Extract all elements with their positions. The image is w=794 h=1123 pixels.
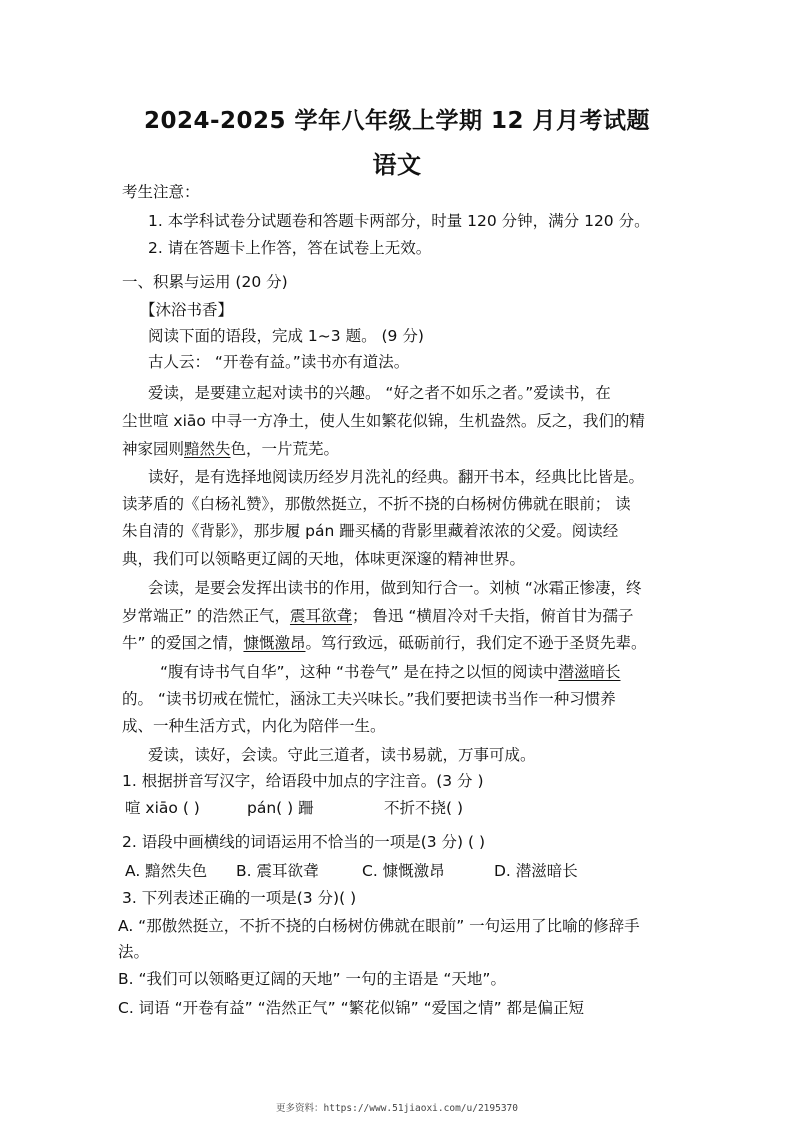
notice-heading: 考生注意： [122, 183, 200, 201]
passage-line [122, 439, 339, 459]
notice-item-2: 2. 请在答题卡上作答，答在试卷上无效。 [148, 239, 432, 257]
question-3-option-b[interactable]: B. “我们可以领略更辽阔的天地” 一句的主语是 “天地”。 [118, 970, 506, 988]
passage-text: 牛” 的爱国之情， [122, 634, 244, 652]
question-1-blank-b[interactable]: pán( ) 跚 [247, 799, 314, 817]
underlined-term: 黯然失 [184, 440, 231, 458]
underlined-term: 潜滋暗长 [558, 663, 621, 681]
question-2-option-b[interactable]: B. 震耳欲聋 [236, 862, 319, 880]
question-2-option-c[interactable]: C. 慷慨激昂 [362, 862, 445, 880]
passage-line: 成、一种生活方式，内化为陪伴一生。 [122, 717, 386, 735]
exam-title: 2024-2025 学年八年级上学期 12 月月考试题 [143, 108, 651, 134]
passage-text: 岁常端正” 的浩然正气， [122, 607, 290, 625]
passage-line: 尘世喧 xiāo 中寻一方净土，使人生如繁花似锦，生机盎然。反之，我们的精 [122, 412, 645, 430]
passage-line: 爱读，是要建立起对读书的兴趣。 “好之者不如乐之者。”爱读书，在 [148, 384, 611, 402]
question-1-blank-c[interactable]: 不折不挠( ) [384, 799, 464, 817]
question-1-stem: 1. 根据拼音写汉字，给语段中加点的字注音。(3 分 ) [122, 772, 484, 790]
section-heading: 一、积累与运用 (20 分) [122, 273, 288, 291]
passage-line [122, 633, 647, 653]
passage-line: 会读，是要会发挥出读书的作用，做到知行合一。刘桢 “冰霜正惨凄，终 [148, 579, 642, 597]
passage-line: 典，我们可以领略更辽阔的天地，体味更深邃的精神世界。 [122, 550, 526, 568]
passage-line: 朱自清的《背影》，那步履 pán 跚买橘的背影里藏着浓浓的父爱。阅读经 [122, 522, 619, 540]
passage-line [122, 606, 633, 626]
underlined-term: 震耳欲聋 [289, 607, 352, 625]
subject-title: 语文 [372, 151, 422, 179]
passage-text: 。笃行致远，砥砺前行，我们定不逊于圣贤先辈。 [305, 634, 647, 652]
passage-text: “腹有诗书气自华”，这种 “书卷气” 是在持之以恒的阅读中 [160, 663, 559, 681]
section-subheading: 【沐浴书香】 [140, 301, 234, 319]
passage-text: 神家园则 [122, 440, 185, 458]
question-3-option-c[interactable]: C. 词语 “开卷有益” “浩然正气” “繁花似锦” “爱国之情” 都是偏正短 [118, 999, 585, 1017]
notice-item-1: 1. 本学科试卷分试题卷和答题卡两部分，时量 120 分钟，满分 120 分。 [148, 212, 650, 230]
passage-line: 读茅盾的《白杨礼赞》，那傲然挺立，不折不挠的白杨树仿佛就在眼前； 读 [122, 495, 631, 513]
reading-instruction: 阅读下面的语段，完成 1~3 题。 (9 分) [148, 327, 424, 345]
passage-line: 的。 “读书切戒在慌忙，涵泳工夫兴味长。”我们要把读书当作一种习惯养 [122, 690, 616, 708]
passage-line: 读好，是有选择地阅读历经岁月洗礼的经典。翻开书本，经典比比皆是。 [148, 468, 645, 486]
passage-line: 爱读，读好，会读。守此三道者，读书易就，万事可成。 [148, 746, 536, 764]
footer-source: 更多资料：https://www.51jiaoxi.com/u/2195370 [276, 1103, 518, 1114]
question-2-option-a[interactable]: A. 黯然失色 [125, 862, 208, 880]
question-3-stem: 3. 下列表述正确的一项是(3 分)( ) [122, 889, 357, 907]
question-2-option-d[interactable]: D. 潜滋暗长 [494, 862, 578, 880]
question-3-option-a-cont: 法。 [118, 943, 150, 961]
passage-line [160, 662, 621, 682]
question-1-blank-a[interactable]: 喧 xiāo ( ) [125, 799, 200, 817]
question-3-option-a[interactable]: A. “那傲然挺立，不折不挠的白杨树仿佛就在眼前” 一句运用了比喻的修辞手 [118, 917, 640, 935]
passage-text: 色，一片荒芜。 [230, 440, 340, 458]
underlined-term: 慷慨激昂 [243, 634, 306, 652]
passage-text: ； 鲁迅 “横眉冷对千夫指，俯首甘为孺子 [351, 607, 634, 625]
passage-line: 古人云： “开卷有益。”读书亦有道法。 [148, 353, 410, 371]
question-2-stem: 2. 语段中画横线的词语运用不恰当的一项是(3 分) ( ) [122, 833, 486, 851]
